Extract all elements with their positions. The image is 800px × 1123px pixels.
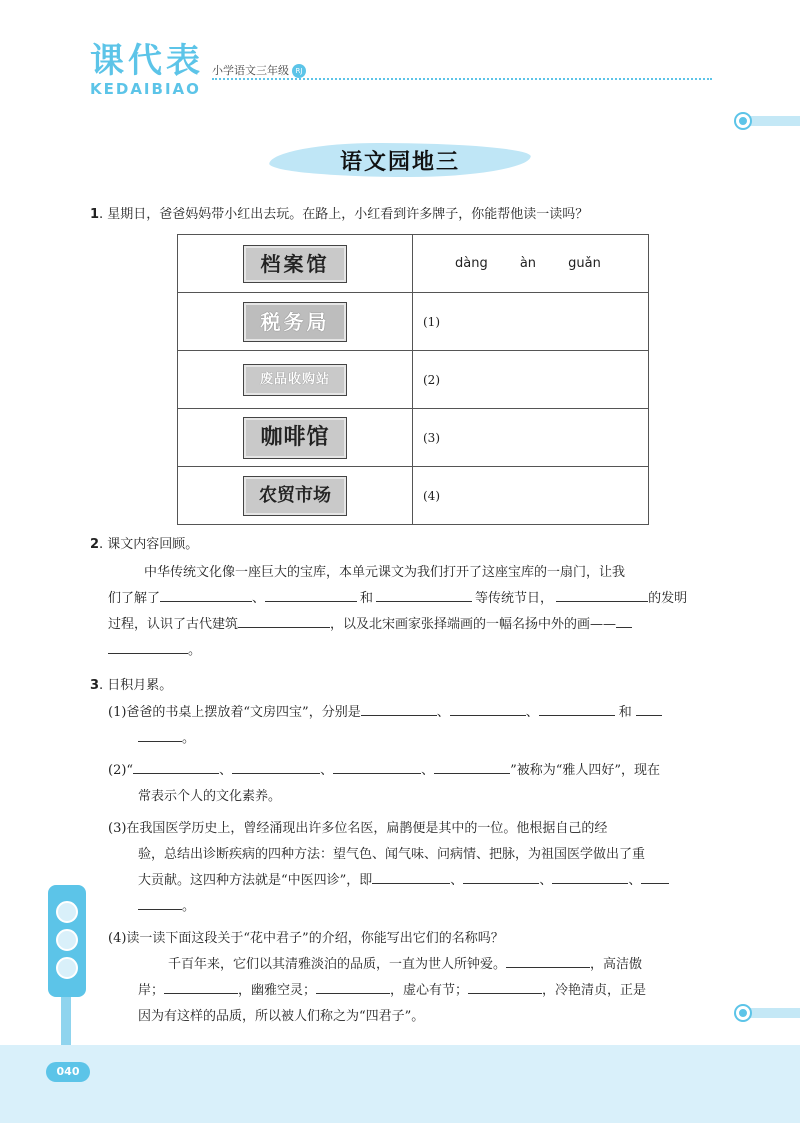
sign-tax-bureau: 税务局: [243, 302, 347, 342]
q1-number: 1: [90, 207, 100, 222]
q2-line-1: 中华传统文化像一座巨大的宝库，本单元课文为我们打开了这座宝库的一扇门，让我: [144, 565, 626, 580]
signs-table: [177, 234, 649, 525]
blank[interactable]: [376, 586, 472, 602]
answer-label: (1): [423, 314, 440, 329]
q3-item-4: (4)读一读下面这段关于“花中君子”的介绍，你能写出它们的名称吗？: [108, 931, 504, 946]
edition-badge: RJ: [292, 64, 306, 78]
q3-item-1-cont: [108, 726, 728, 752]
text: 、: [219, 763, 233, 778]
text: 和: [360, 591, 374, 606]
sign-cell: [178, 235, 413, 293]
answer-cell[interactable]: [413, 409, 649, 467]
text: ，以及北宋画家张择端画的一幅名扬中外的画——: [330, 617, 617, 632]
q2-paragraph: [108, 560, 728, 664]
blank[interactable]: [333, 758, 421, 774]
blank[interactable]: [265, 586, 357, 602]
text: ，幽雅空灵；: [238, 983, 317, 998]
text: ，冷艳清贞，正是: [542, 983, 647, 998]
deco-dot-top: [736, 114, 750, 128]
traffic-light-icon: [48, 885, 86, 997]
blank[interactable]: [160, 586, 252, 602]
blank[interactable]: [133, 758, 219, 774]
blank[interactable]: [138, 726, 182, 742]
blank[interactable]: [468, 978, 542, 994]
text: 。: [182, 731, 196, 746]
light-circle: [56, 957, 78, 979]
deco-dot-bottom: [736, 1006, 750, 1020]
sign-cell: [178, 467, 413, 525]
blank[interactable]: [556, 586, 648, 602]
q3-item-3-line-3: [108, 868, 728, 894]
text: 。: [188, 643, 202, 658]
text: 、: [320, 763, 334, 778]
sign-cafe: 咖啡馆: [243, 417, 347, 459]
sign-farmers-market: 农贸市场: [243, 476, 347, 516]
text: 和: [618, 705, 632, 720]
blank[interactable]: [434, 758, 510, 774]
answer-cell: [413, 235, 649, 293]
page-number: 040: [46, 1062, 90, 1082]
question-3: [90, 676, 172, 696]
blank[interactable]: [552, 868, 628, 884]
text: 们了解了: [108, 591, 161, 606]
q3-body: [108, 700, 728, 1030]
text: 、: [525, 705, 539, 720]
text: 、: [421, 763, 435, 778]
light-circle: [56, 901, 78, 923]
text: ，虚心有节；: [390, 983, 469, 998]
table-row: [178, 351, 649, 409]
text: (1)爸爸的书桌上摆放着“文房四宝”，分别是: [108, 705, 361, 720]
blank[interactable]: [641, 868, 669, 884]
blank[interactable]: [232, 758, 320, 774]
q3-item-3-line-2: 验，总结出诊断疾病的四种方法：望气色、闻气味、问病情、把脉，为祖国医学做出了重: [138, 847, 646, 862]
text: ”被称为“雅人四好”，现在: [510, 763, 661, 778]
blank[interactable]: [539, 700, 615, 716]
sign-cell: [178, 293, 413, 351]
title-text: 语文园地三: [339, 150, 460, 175]
q2-line-3: [108, 612, 728, 638]
text: 。: [182, 899, 196, 914]
q3-item-3-line-1: (3)在我国医学历史上，曾经涌现出许多位名医，扁鹊便是其中的一位。他根据自己的经: [108, 821, 608, 836]
brand-name-cn: 课代表: [90, 41, 204, 81]
traffic-light-pole: [61, 995, 71, 1045]
blank[interactable]: [463, 868, 539, 884]
blank[interactable]: [108, 638, 188, 654]
text: 过程，认识了古代建筑: [108, 617, 239, 632]
q3-number: 3: [90, 678, 100, 693]
footer-band: [0, 1045, 800, 1123]
brand-name-en: KEDAIBIAO: [90, 80, 201, 98]
answer-label: (3): [423, 430, 440, 445]
text: 、: [628, 873, 642, 888]
answer-cell[interactable]: [413, 467, 649, 525]
light-circle: [56, 929, 78, 951]
q3-item-2: [108, 758, 728, 784]
sign-cell: [178, 351, 413, 409]
q1-prompt: . 星期日，爸爸妈妈带小红出去玩。在路上，小红看到许多牌子，你能帮他读一读吗？: [99, 207, 589, 222]
q3-item-4-line-3: [108, 978, 728, 1004]
q2-line-4: [108, 638, 728, 664]
text: 的发明: [648, 591, 688, 606]
pinyin-example: dàng àn guǎn: [455, 256, 601, 271]
table-row: [178, 293, 649, 351]
q2-line-2: [108, 586, 728, 612]
text: (2)“: [108, 763, 134, 778]
sign-archive: 档案馆: [243, 245, 347, 283]
blank[interactable]: [616, 612, 632, 628]
brand-logo: [90, 42, 204, 98]
blank[interactable]: [316, 978, 390, 994]
blank[interactable]: [506, 952, 590, 968]
blank[interactable]: [450, 700, 526, 716]
q3-item-2-cont: 常表示个人的文化素养。: [138, 789, 282, 804]
text: 等传统节日，: [475, 591, 554, 606]
header-divider: [212, 78, 712, 80]
q2-prompt: . 课文内容回顾。: [99, 537, 199, 552]
question-2: [90, 535, 198, 555]
question-1: [90, 205, 588, 225]
answer-label: (4): [423, 488, 440, 503]
q3-prompt: . 日积月累。: [99, 678, 173, 693]
sign-cell: [178, 409, 413, 467]
text: 、: [539, 873, 553, 888]
q3-item-3-cont: [108, 894, 728, 920]
section-title: [270, 137, 530, 183]
table-row: [178, 467, 649, 525]
table-row: [178, 409, 649, 467]
blank[interactable]: [138, 894, 182, 910]
subject-text: 小学语文三年级: [212, 64, 289, 77]
answer-cell[interactable]: [413, 351, 649, 409]
q3-item-4-line-2: [108, 952, 728, 978]
q3-item-1: [108, 700, 728, 726]
text: 大贡献。这四种方法就是“中医四诊”，即: [138, 873, 373, 888]
q3-item-4-line-4: 因为有这样的品质，所以被人们称之为“四君子”。: [138, 1009, 425, 1024]
text: 、: [252, 591, 266, 606]
blank[interactable]: [361, 700, 437, 716]
text: ，高洁傲: [590, 957, 643, 972]
blank[interactable]: [636, 700, 662, 716]
sign-recycling-station: 废品收购站: [243, 364, 347, 396]
text: 、: [450, 873, 464, 888]
subject-label: [212, 62, 306, 78]
text: 、: [436, 705, 450, 720]
blank[interactable]: [372, 868, 450, 884]
blank[interactable]: [238, 612, 330, 628]
table-row: [178, 235, 649, 293]
answer-label: (2): [423, 372, 440, 387]
text: 千百年来，它们以其清雅淡泊的品质，一直为世人所钟爱。: [168, 957, 507, 972]
answer-cell[interactable]: [413, 293, 649, 351]
q2-number: 2: [90, 537, 100, 552]
blank[interactable]: [164, 978, 238, 994]
text: 岸；: [138, 983, 165, 998]
